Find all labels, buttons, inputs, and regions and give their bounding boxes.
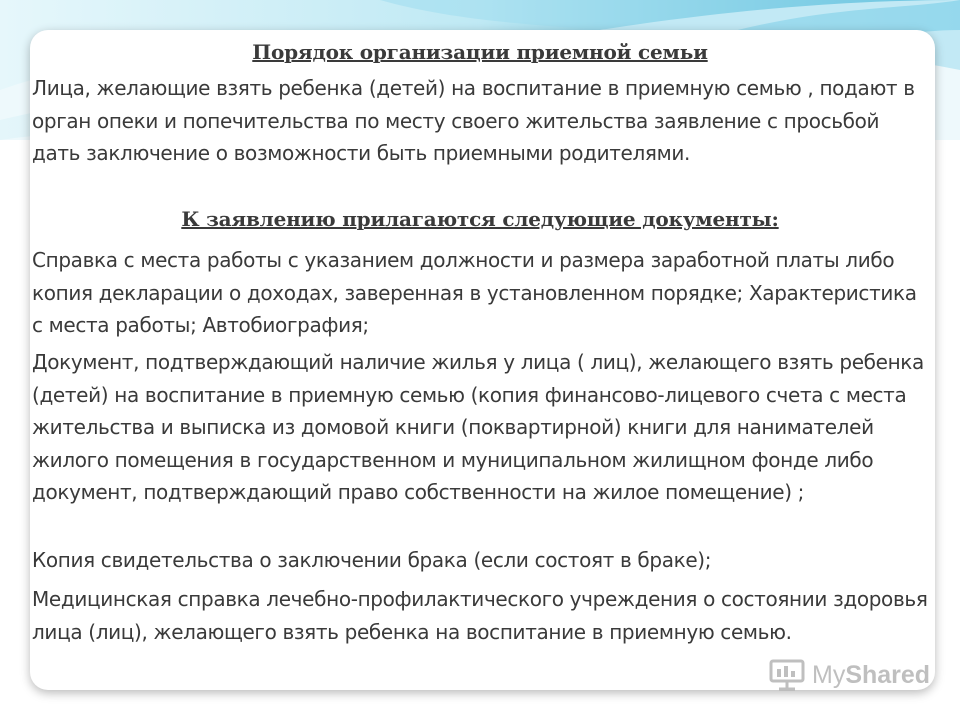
documents-heading: К заявлению прилагаются следующие документы:	[181, 207, 779, 231]
slide-title: Порядок организации приемной семьи	[252, 40, 708, 64]
presentation-board-icon	[768, 659, 806, 691]
watermark-text	[812, 661, 930, 690]
myshared-watermark	[768, 655, 938, 695]
document-item: Медицинская справка лечебно-профилактического учреждения о состоянии здоровья лица (лиц), желающего взять ребенка на воспитание в приемную семью.	[32, 587, 928, 644]
document-item: Копия свидетельства о заключении брака (если состоят в браке);	[32, 548, 712, 572]
watermark-brand-shared: Shared	[845, 660, 931, 689]
intro-paragraph: Лица, желающие взять ребенка (детей) на воспитание в приемную семью , подают в орган опеки и попечительства по месту своего жительства заявление с просьбой дать заключение о возможности быть приемными родителями.	[32, 76, 915, 165]
document-item: Справка с места работы с указанием должности и размера заработной платы либо копия декларации о доходах, заверенная в установленном порядке; Характеристика с места работы; Автобиография;	[32, 248, 917, 337]
document-item: Документ, подтверждающий наличие жилья у лица ( лиц), желающего взять ребенка (детей) на воспитание в приемную семью (копия финансово-лицевого счета с места жительства и выписка из домовой книги (поквартирной) книги для нанимателей жилого помещения в государственном и муниципальном жилищном фонде либо документ, подтверждающий право собственности на жилое помещение) ;	[32, 350, 924, 504]
watermark-brand-my: My	[812, 660, 846, 689]
